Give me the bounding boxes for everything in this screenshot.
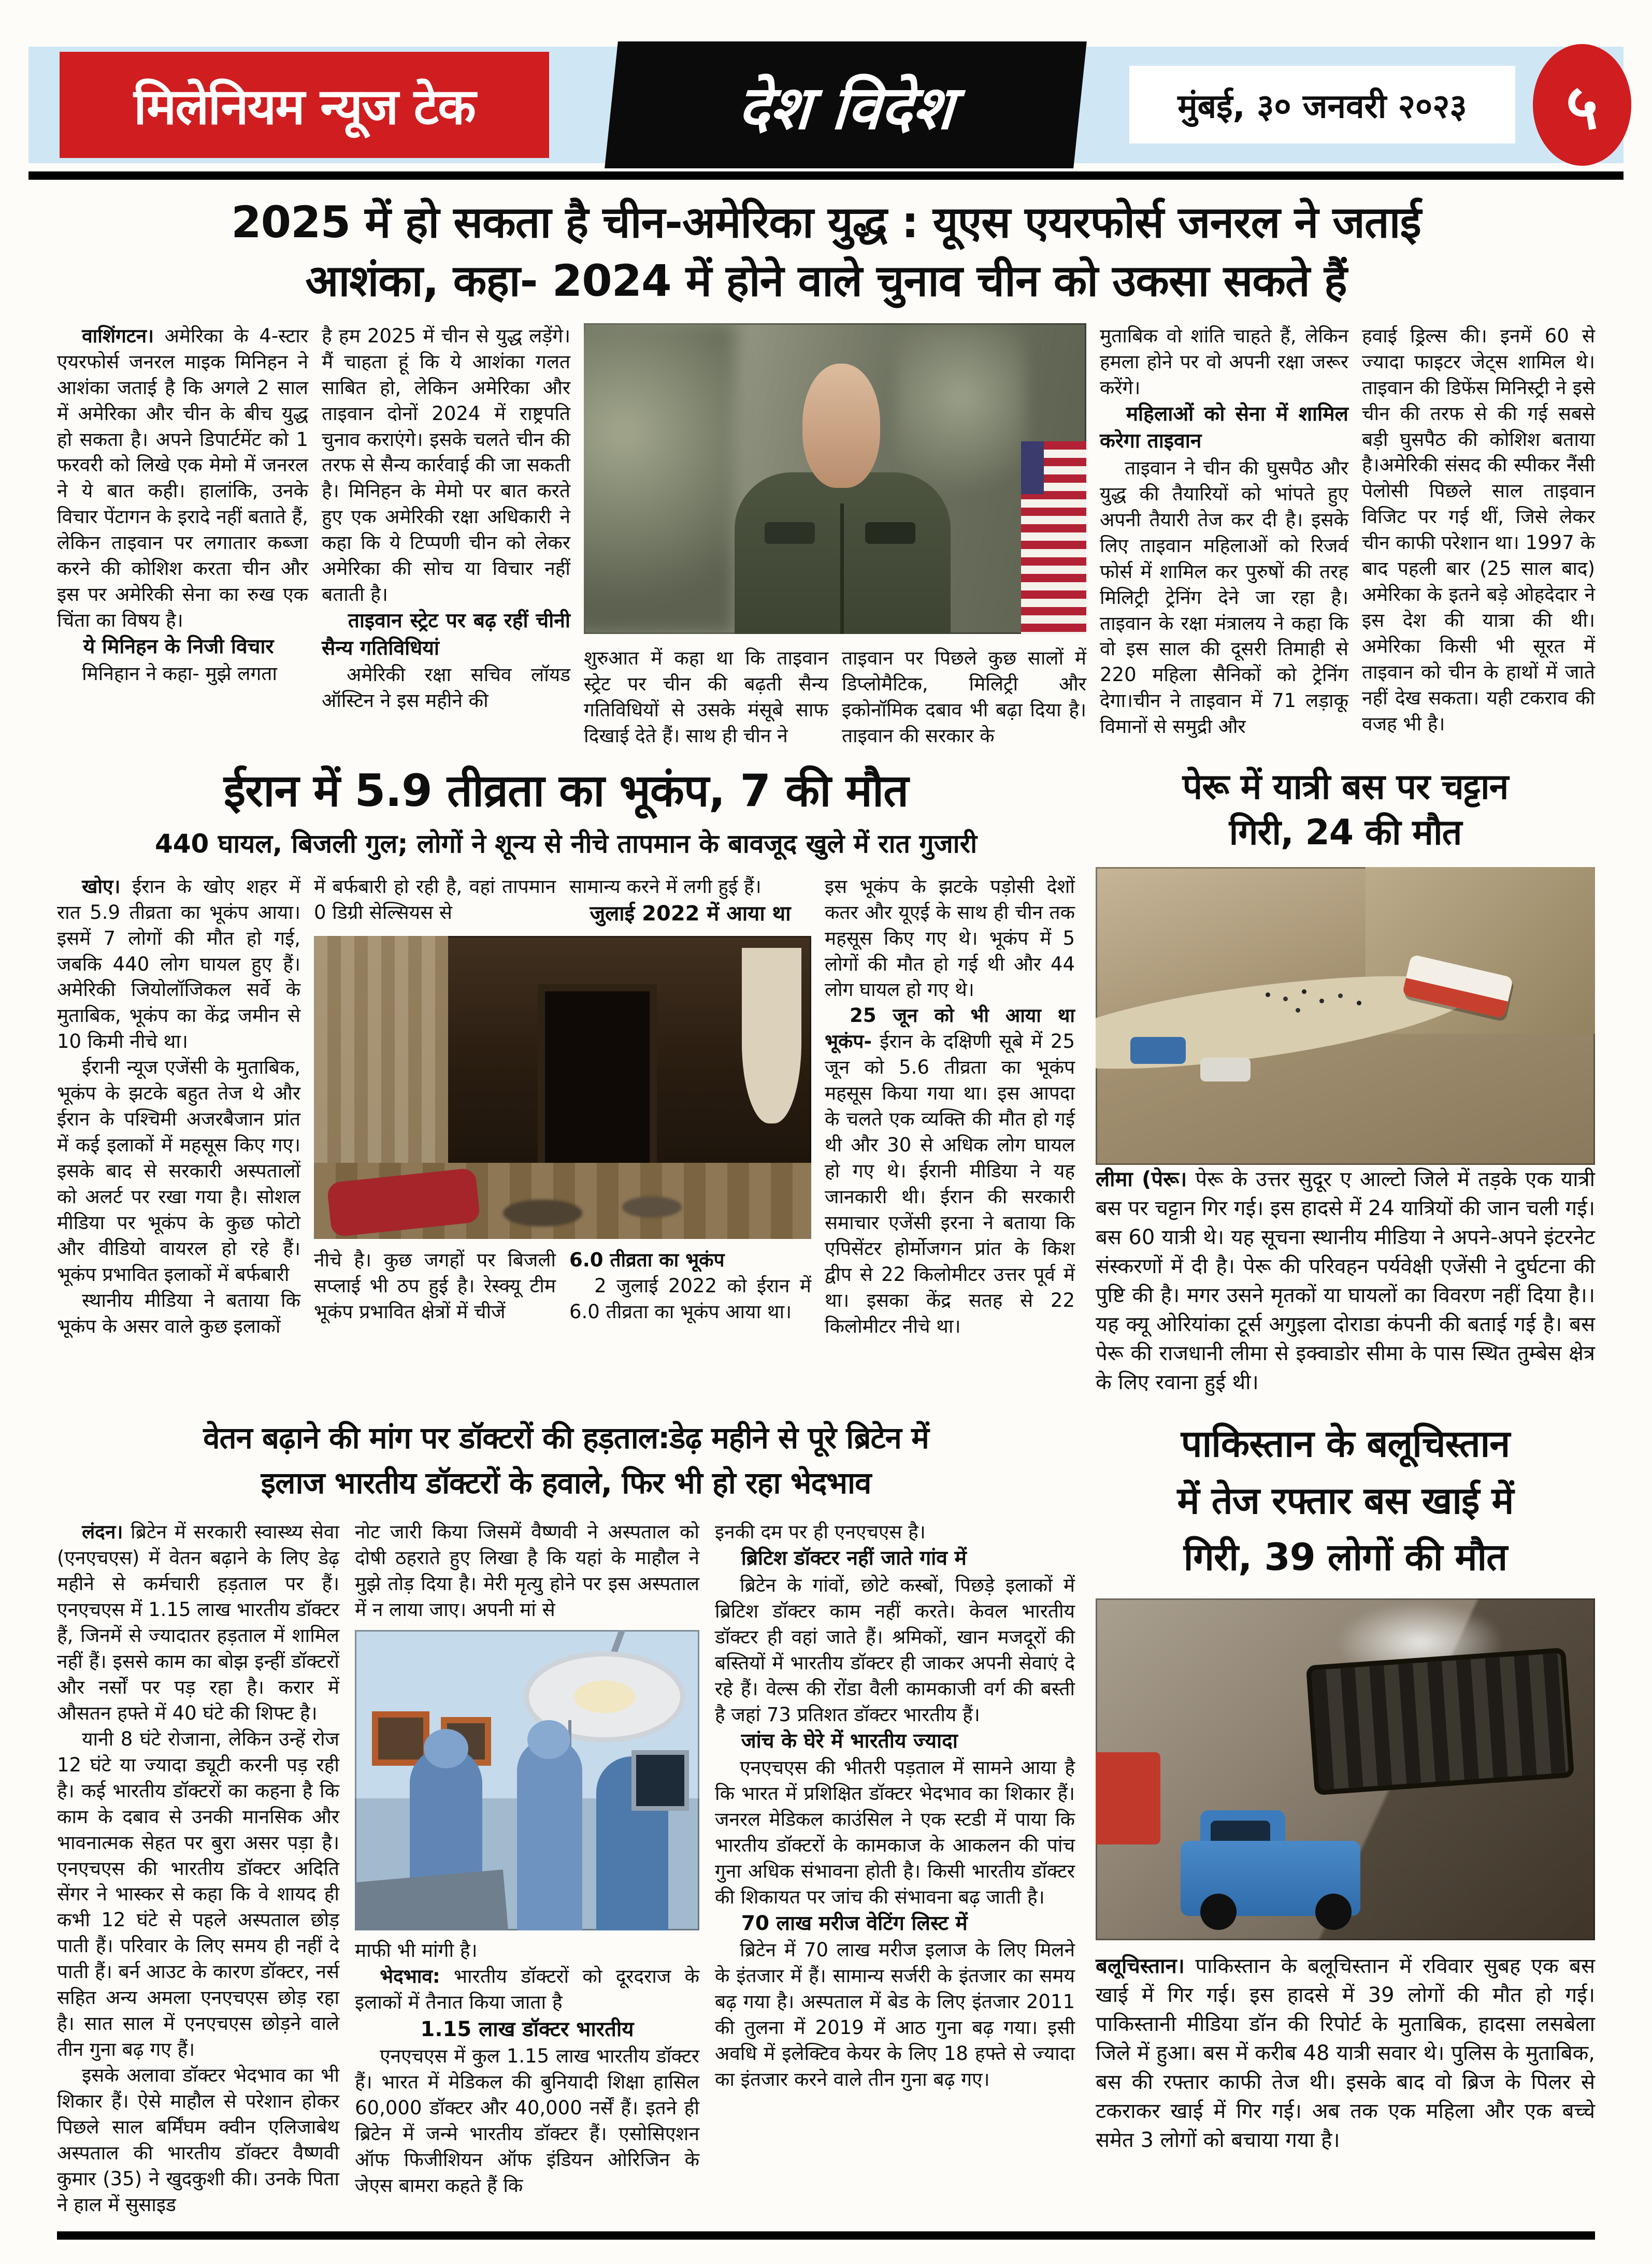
china-column-6 (1362, 323, 1595, 749)
headline-line: गिरी, 24 की मौत (1229, 812, 1462, 853)
headline-china-us-war (57, 193, 1595, 311)
china-columns (57, 323, 1595, 749)
china-photo-block (584, 323, 1086, 749)
body-text: मिनिहान ने कहा- मुझे लगता (82, 662, 277, 685)
china-column-2 (322, 323, 570, 749)
headline-line: 2025 में हो सकता है चीन-अमेरिका युद्ध : यूएस एयरफोर्स जनरल ने जताई (231, 197, 1421, 248)
body-text: यानी 8 घंटे रोजाना, लेकिन उन्हें रोज 12 घंटे या ज्यादा ड्यूटी करनी पड़ रही है। कई भारतीय डॉक्टरों का कहना है कि काम के दबाव से उनकी मानसिक और भावनात्मक सेहत पर बुरा असर पड़ा है। एनएचएस की भारतीय डॉक्टर अदिति सेंगर ने भास्कर से कहा कि वे शायद ही कभी 12 घंटे से पहले अस्पताल छोड़ पाती हैं। परिवार के लिए समय ही नहीं दे पाती हैं। बर्न आउट के कारण डॉक्टर, नर्स सहित अन्य अमला एनएचएस छोड़ रहा है। सात साल में एनएचएस छोड़ने वाले तीन गुना बढ़ गए हैं। (57, 1727, 339, 2061)
burnt-bus-wreckage (1306, 1648, 1574, 1795)
headline-pakistan-bus (1096, 1416, 1595, 1585)
body-text: ब्रिटेन में 70 लाख मरीज इलाज के लिए मिलने के इंतजार में हैं। सामान्य सर्जरी के इंतजार का समय बढ़ गया है। अस्पताल में बेड के लिए इंतजार 2011 की तुलना में 2019 में आठ गुना बढ़ गया। इसी अवधि में इलेक्टिव केयर के लिए 18 हफ्ते से ज्यादा का इंतजार करने वाले तीन गुना बढ़ गए। (715, 1939, 1075, 2091)
body-text: एनएचएस में कुल 1.15 लाख भारतीय डॉक्टर हैं। भारत में मेडिकल की बुनियादी शिक्षा हासिल 60,000 डॉक्टर और 40,000 नर्सें हैं। इतने ही ब्रिटेन में जन्मे भारतीय डॉक्टर हैं। एसोसिएशन ऑफ फिजीशियन ऑफ इंडियन ओरिजिन के जेएस बामरा कहते हैं कि (355, 2044, 699, 2197)
caption-text: पाकिस्तान के बलूचिस्तान में रविवार सुबह एक बस खाई में गिर गई। इस हादसे में 39 लोगों की मौत हो गई। पाकिस्तानी मीडिया डॉन की रिपोर्ट के मुताबिक, हादसा लसबेला जिले में हुआ। बस में करीब 48 यात्री सवार थे। पुलिस के मुताबिक, बस की रफ्तार काफी तेज थी। इसके बाद वो ब्रिज के पिलर से टकराकर खाई में गिर गई। अब तक एक महिला और एक बच्चे समेत 3 लोगों को बचाया गया है। (1096, 1954, 1596, 2152)
police-vehicle (1130, 1037, 1185, 1064)
body-text: इनकी दम पर ही एनएचएस है। (715, 1521, 926, 1544)
headline-iran-earthquake: ईरान में 5.9 तीव्रता का भूकंप, 7 की मौत (223, 765, 909, 817)
iran-columns-above-photo (314, 874, 811, 928)
body-text: भारतीय डॉक्टरों को दूरदराज के इलाकों में तैनात किया जाता है (355, 1965, 700, 2013)
iran-column-2-bottom (314, 1247, 556, 1325)
iran-column-3-top (569, 874, 811, 928)
general-head (802, 364, 880, 488)
body-text: में बर्फबारी हो रही है, वहां तापमान 0 डिग्री सेल्सियस से (314, 875, 556, 924)
body-text: अमेरिकी रक्षा सचिव लॉयड ऑस्टिन ने इस महीने की (322, 664, 570, 712)
dateline: लीमा (पेरू। (1096, 1167, 1187, 1192)
masthead-banner (28, 47, 1624, 163)
body-text: ब्रिटेन के गांवों, छोटे कस्बों, पिछड़े इलाकों में ब्रिटिश डॉक्टर काम नहीं करते। केवल भारतीय डॉक्टर ही वहां जाते हैं। श्रमिकों, खान मजदूरों की बस्तियों में भारतीय डॉक्टर ही जाकर अपनी सेवाएं दे रहे हैं। वेल्स की रोंडा वैली कामकाजी वर्ग की बस्ती है जहां 73 प्रतिशत डॉक्टर भारतीय हैं। (715, 1574, 1075, 1726)
article-iran-earthquake (57, 765, 1075, 1397)
masthead-rule (28, 171, 1624, 180)
bold-lead: 25 जून को भी आया था भूकंप- (825, 1004, 1075, 1053)
china-column-3 (584, 645, 828, 749)
body-text: एनएचएस की भीतरी पड़ताल में सामने आया है कि भारत में प्रशिक्षित डॉक्टर भेदभाव का शिकार हैं। जनरल मेडिकल काउंसिल ने एक स्टडी में पाया कि भारतीय डॉक्टरों के कामकाज के आकलन की पांच गुना अधिक संभावना होती है। किसी भारतीय डॉक्टर की शिकायत पर जांच की संभावना बढ़ जाती है। (715, 1756, 1075, 1908)
headline-line: पाकिस्तान के बलूचिस्तान (1181, 1422, 1510, 1466)
doctors-column-1 (57, 1519, 339, 2217)
peru-caption (1096, 1165, 1595, 1397)
blurred-crowd-background (584, 323, 735, 634)
headline-peru-bus (1096, 765, 1595, 856)
iran-column-3-bottom (569, 1247, 811, 1325)
page-number-badge (1533, 44, 1631, 166)
doctors-columns (57, 1519, 1075, 2217)
article-pakistan-bus-accident (1096, 1416, 1595, 2217)
body-text: नोट जारी किया जिसमें वैष्णवी ने अस्पताल को दोषी ठहराते हुए लिखा है कि यहां के माहौल ने मुझे तोड़ दिया है। मेरी मृत्यु होने पर इस अस्पताल में न लाया जाए। अपनी मां से (355, 1521, 699, 1621)
fire-truck (1096, 1752, 1160, 1844)
body-text: ईरान के खोए शहर में रात 5.9 तीव्रता का भूकंप आया। इसमें 7 लोगों की मौत हो गई, जबकि 440 लोग घायल हुए हैं। अमेरिकी जियोलॉजिकल सर्वे के मुताबिक, भूकंप का केंद्र जमीन से 10 किमी नीचे था। (57, 875, 300, 1053)
row-iran-peru (57, 765, 1595, 1397)
photo-general-minihan (584, 323, 1086, 634)
lace-curtain (742, 948, 801, 1123)
body-text: शुरुआत में कहा था कि ताइवान स्ट्रेट पर चीन की बढ़ती सैन्य गतिविधियों से उसके मंसूबे साफ दिखाई देते हैं। साथ ही चीन ने (584, 646, 828, 747)
section-name-plate (605, 41, 1087, 168)
photo-pakistan-crash-site (1096, 1598, 1595, 1940)
wheel (1315, 1894, 1352, 1930)
subheading: 70 लाख मरीज वेटिंग लिस्ट में (741, 1911, 968, 1935)
vehicle (1200, 1058, 1250, 1081)
china-photo-subcolumns (584, 645, 1086, 749)
body-text: इसके अलावा डॉक्टर भेदभाव का भी शिकार हैं। ऐसे माहौल से परेशान होकर पिछले साल बर्मिंघम क्वीन एलिजाबेथ अस्पताल की भारतीय डॉक्टर वैष्णवी कुमार (35) ने खुदकुशी की। उनके पिता ने हाल में सुसाइड (57, 2064, 339, 2216)
subheading: जुलाई 2022 में आया था (590, 901, 791, 926)
debris (503, 1200, 583, 1227)
body-text: ईरान के दक्षिणी सूबे में 25 जून को 5.6 तीव्रता का भूकंप महसूस किया गया था। इस आपदा के चलते एक व्यक्ति की मौत हो गई थी और 30 से अधिक लोग घायल हो गए थे। ईरानी मीडिया ने यह जानकारी थी। ईरान की सरकारी समाचार एजेंसी इरना ने बताया कि एपिसेंटर होर्मोजगन प्रांत के किश द्वीप से 22 किलोमीटर उत्तर पूर्व में था। इसका केंद्र सतह से 22 किलोमीटर नीचे था। (825, 1030, 1075, 1337)
body-text: अमेरिका के 4-स्टार एयरफोर्स जनरल माइक मिनिहन ने आशंका जताई है कि अगले 2 साल में अमेरिका और चीन के बीच युद्ध हो सकता है। अपने डिपार्टमेंट को 1 फरवरी को लिखे एक मेमो में जनरल ने ये बात कही। हालांकि, उनके विचार पेंटागन के इरादे नहीं बताते हैं, लेकिन ताइवान पर लगातार कब्जा करने की कोशिश करता चीन और इस पर अमेरिकी सेना का रुख एक चिंता का विषय है। (57, 324, 309, 632)
article-uk-doctors-strike (57, 1416, 1075, 2217)
iran-columns (57, 874, 1075, 1339)
uniform-patch (865, 522, 915, 544)
wheel (1200, 1894, 1237, 1930)
subheading: महिलाओं को सेना में शामिल करेगा ताइवान (1100, 402, 1348, 453)
caption-text: पेरू के उत्तर सुदूर ए आल्टो जिले में तड़के एक यात्री बस पर चट्टान गिर गई। इस हादसे में 24 यात्रियों की जान चली गई। बस 60 यात्री थे। यह सूचना स्थानीय मीडिया ने अपने-अपने इंटरनेट संस्करणों में दी है। पेरू की परिवहन पर्यवेक्षी एजेंसी ने दुर्घटना की पुष्टि की है। मगर उसने मृतकों या घायलों का विवरण नहीं दिया है।। यह क्यू ओरियांका टूर्स अगुइला दोराडा कंपनी की बताई गई है। बस पेरू की राजधानी लीमा से इक्वाडोर सीमा के पास स्थित तुम्बेस क्षेत्र के लिए रवाना हुई थी। (1096, 1167, 1595, 1395)
body-text: नीचे है। कुछ जगहों पर बिजली सप्लाई भी ठप हुई है। रेस्क्यू टीम भूकंप प्रभावित क्षेत्रों में चीजें (314, 1248, 556, 1323)
iran-subheadline: 440 घायल, बिजली गुल; लोगों ने शून्य से नीचे तापमान के बावजूद खुले में रात गुजारी (154, 828, 978, 859)
dateline: लंदन। (82, 1521, 123, 1544)
article-peru-bus-accident (1096, 765, 1595, 1397)
uniform-patch (765, 522, 815, 544)
bottom-rule (57, 2231, 1595, 2240)
body-text: मुताबिक वो शांति चाहते हैं, लेकिन हमला होने पर वो अपनी रक्षा जरूर करेंगे। (1100, 324, 1348, 399)
photo-peru-crash-site (1096, 867, 1595, 1165)
surgeon-cap (527, 1720, 570, 1759)
photo-iran-damaged-room (314, 936, 811, 1239)
headline-line: गिरी, 39 लोगों की मौत (1183, 1535, 1507, 1579)
body-text: है हम 2025 में चीन से युद्ध लड़ेंगे। मैं चाहता हूं कि ये आशंका गलत साबित हो, लेकिन अमेरिका और ताइवान दोनों 2024 में राष्ट्रपति चुनाव कराएंगे। इसके चलते चीन की तरफ से सैन्य कार्रवाई की जा सकती है। मिनिहन के मेमो पर बात करते हुए एक अमेरिकी रक्षा अधिकारी ने कहा कि ये टिप्पणी चीन को लेकर अमेरिका की सोच या विचार नहीं बताती है। (322, 324, 570, 606)
subheading: ये मिनिहन के निजी विचार (83, 635, 274, 659)
dateline: वाशिंगटन। (82, 324, 154, 347)
date-box (1129, 66, 1515, 143)
iran-column-4 (825, 874, 1075, 1339)
body-text: स्थानीय मीडिया ने बताया कि भूकंप के असर वाले कुछ इलाकों (57, 1289, 300, 1337)
body-text: ताइवान पर पिछले कुछ सालों में डिप्लोमैटिक, मिलिट्री और इकोनॉमिक दबाव भी बढ़ा दिया है। ताइवान की सरकार के (842, 646, 1086, 747)
iran-columns-below-photo (314, 1247, 811, 1325)
body-text: ईरानी न्यूज एजेंसी के मुताबिक, भूकंप के झटके बहुत तेज थे और ईरान के पश्चिमी अजरबैजान प्रांत में कई इलाकों में महसूस किए गए। इसके बाद से सरकारी अस्पतालों को अलर्ट पर रखा गया है। सोशल मीडिया पर भूकंप के कुछ फोटो और वीडियो वायरल हो रहे हैं। भूकंप प्रभावित इलाकों में बर्फबारी (57, 1056, 300, 1286)
body-text: इस भूकंप के झटके पड़ोसी देशों कतर और यूएई के साथ ही चीन तक महसूस किए गए थे। भूकंप में 5 लोगों की मौत हो गई थी और 44 लोग घायल हो गए थे। (825, 875, 1075, 1001)
instrument-table (355, 1869, 509, 1930)
doctors-column-2 (355, 1519, 699, 2217)
monitor (631, 1750, 689, 1811)
headline-line: आशंका, कहा- 2024 में होने वाले चुनाव चीन को उकसा सकते हैं (305, 255, 1347, 307)
headline-doctors-strike (57, 1416, 1075, 1506)
body-text: माफी भी मांगी है। (355, 1939, 478, 1962)
china-column-5 (1100, 323, 1348, 749)
iran-column-2-top (314, 874, 556, 928)
iran-column-1 (57, 874, 300, 1339)
debris (622, 1196, 682, 1218)
headline-line: वेतन बढ़ाने की मांग पर डॉक्टरों की हड़ताल:डेढ़ महीने से पूरे ब्रिटेन में (203, 1420, 929, 1456)
subheading: 6.0 तीव्रता का भूकंप (569, 1248, 725, 1271)
body-text: हवाई ड्रिल्स की। इनमें 60 से ज्यादा फाइटर जेट्स शामिल थे। ताइवान की डिफेंस मिनिस्ट्री ने इसे चीन की तरफ से की गई सबसे बड़ी घुसपैठ की कोशिश बताया है।अमेरिकी संसद की स्पीकर नैंसी पेलोसी पिछले साल ताइवान विजिट पर गई थीं, जिसे लेकर चीन काफी परेशान था। 1997 के बाद पहली बार (25 साल बाद) अमेरिका के इतने बड़े ओहदेदार ने इस देश की यात्रा की थी। अमेरिका किसी भी सूरत में ताइवान को चीन के हाथों में जाते नहीं देख सकता। यही टकराव की वजह भी है। (1362, 324, 1595, 735)
subheading: जांच के घेरे में भारतीय ज्यादा (741, 1729, 958, 1753)
surgeon-cap (424, 1729, 468, 1768)
page-number: ५ (1565, 71, 1599, 143)
edition-date: मुंबई, ३० जनवरी २०२३ (1177, 87, 1467, 126)
subheading: ताइवान स्ट्रेट पर बढ़ रहीं चीनी सैन्य गतिविधियां (322, 609, 570, 660)
paper-name-plate (60, 52, 549, 158)
section-name: देश विदेश (736, 73, 955, 143)
row-doctors-pakistan (57, 1416, 1595, 2217)
bold-lead: भेदभाव: (380, 1965, 440, 1987)
dateline: खोए। (82, 875, 121, 898)
surgeon-figure (517, 1738, 582, 1930)
page-content (0, 193, 1652, 2218)
article-china-us-war (57, 193, 1595, 749)
body-text: 2 जुलाई 2022 को ईरान में 6.0 तीव्रता का भूकंप आया था। (569, 1274, 811, 1323)
flight-suit-zipper (840, 503, 844, 634)
us-flag-canton (1021, 441, 1044, 494)
doctors-column-3 (715, 1519, 1075, 2217)
headline-line: में तेज रफ्तार बस खाई में (1177, 1478, 1514, 1522)
body-text: ताइवान ने चीन की घुसपैठ और युद्ध की तैयारियों को भांपते हुए अपनी तैयारी तेज कर दी है। इसके लिए ताइवान महिलाओं को रिजर्व फोर्स में शामिल कर पुरुषों की तरह मिलिट्री ट्रेनिंग देने जा रहा है। ताइवान के रक्षा मंत्रालय ने कहा कि वो इस साल की दूसरी तिमाही से 220 महिला सैनिकों को ट्रेनिंग देगा।चीन ने ताइवान में 71 लड़ाकू विमानों से समुद्री और (1100, 456, 1348, 738)
china-column-1 (57, 323, 308, 749)
headline-line: इलाज भारतीय डॉक्टरों के हवाले, फिर भी हो रहा भेदभाव (261, 1465, 871, 1501)
pakistan-caption (1096, 1952, 1595, 2155)
headline-line: पेरू में यात्री बस पर चट्टान (1182, 766, 1509, 807)
iran-photo-block (314, 874, 811, 1339)
china-column-4 (842, 645, 1086, 749)
body-text: ब्रिटेन में सरकारी स्वास्थ्य सेवा (एनएचएस) में वेतन बढ़ाने के लिए डेढ़ महीने से कर्मचारी हड़ताल पर हैं। एनएचएस में 1.15 लाख भारतीय डॉक्टर हैं, जिनमें से ज्यादातर हड़ताल में शामिल नहीं हैं। इससे काम का बोझ इन्हीं डॉक्टरों और नर्सों पर पड़ रहा है। करार में औसतन हफ्ते में 40 घंटे की शिफ्ट है। (57, 1521, 339, 1724)
patterned-wall (314, 936, 448, 1172)
body-text: सामान्य करने में लगी हुई हैं। (569, 875, 762, 898)
subheading: ब्रिटिश डॉक्टर नहीं जाते गांव में (741, 1547, 967, 1570)
photo-operation-theatre (355, 1630, 699, 1930)
masthead (0, 47, 1652, 180)
dateline: बलूचिस्तान। (1096, 1954, 1185, 1978)
dark-doorway (538, 984, 657, 1192)
paper-name: मिलेनियम न्यूज टेक (134, 78, 475, 136)
subheading: 1.15 लाख डॉक्टर भारतीय (420, 2017, 634, 2041)
rescue-people (1266, 992, 1270, 997)
